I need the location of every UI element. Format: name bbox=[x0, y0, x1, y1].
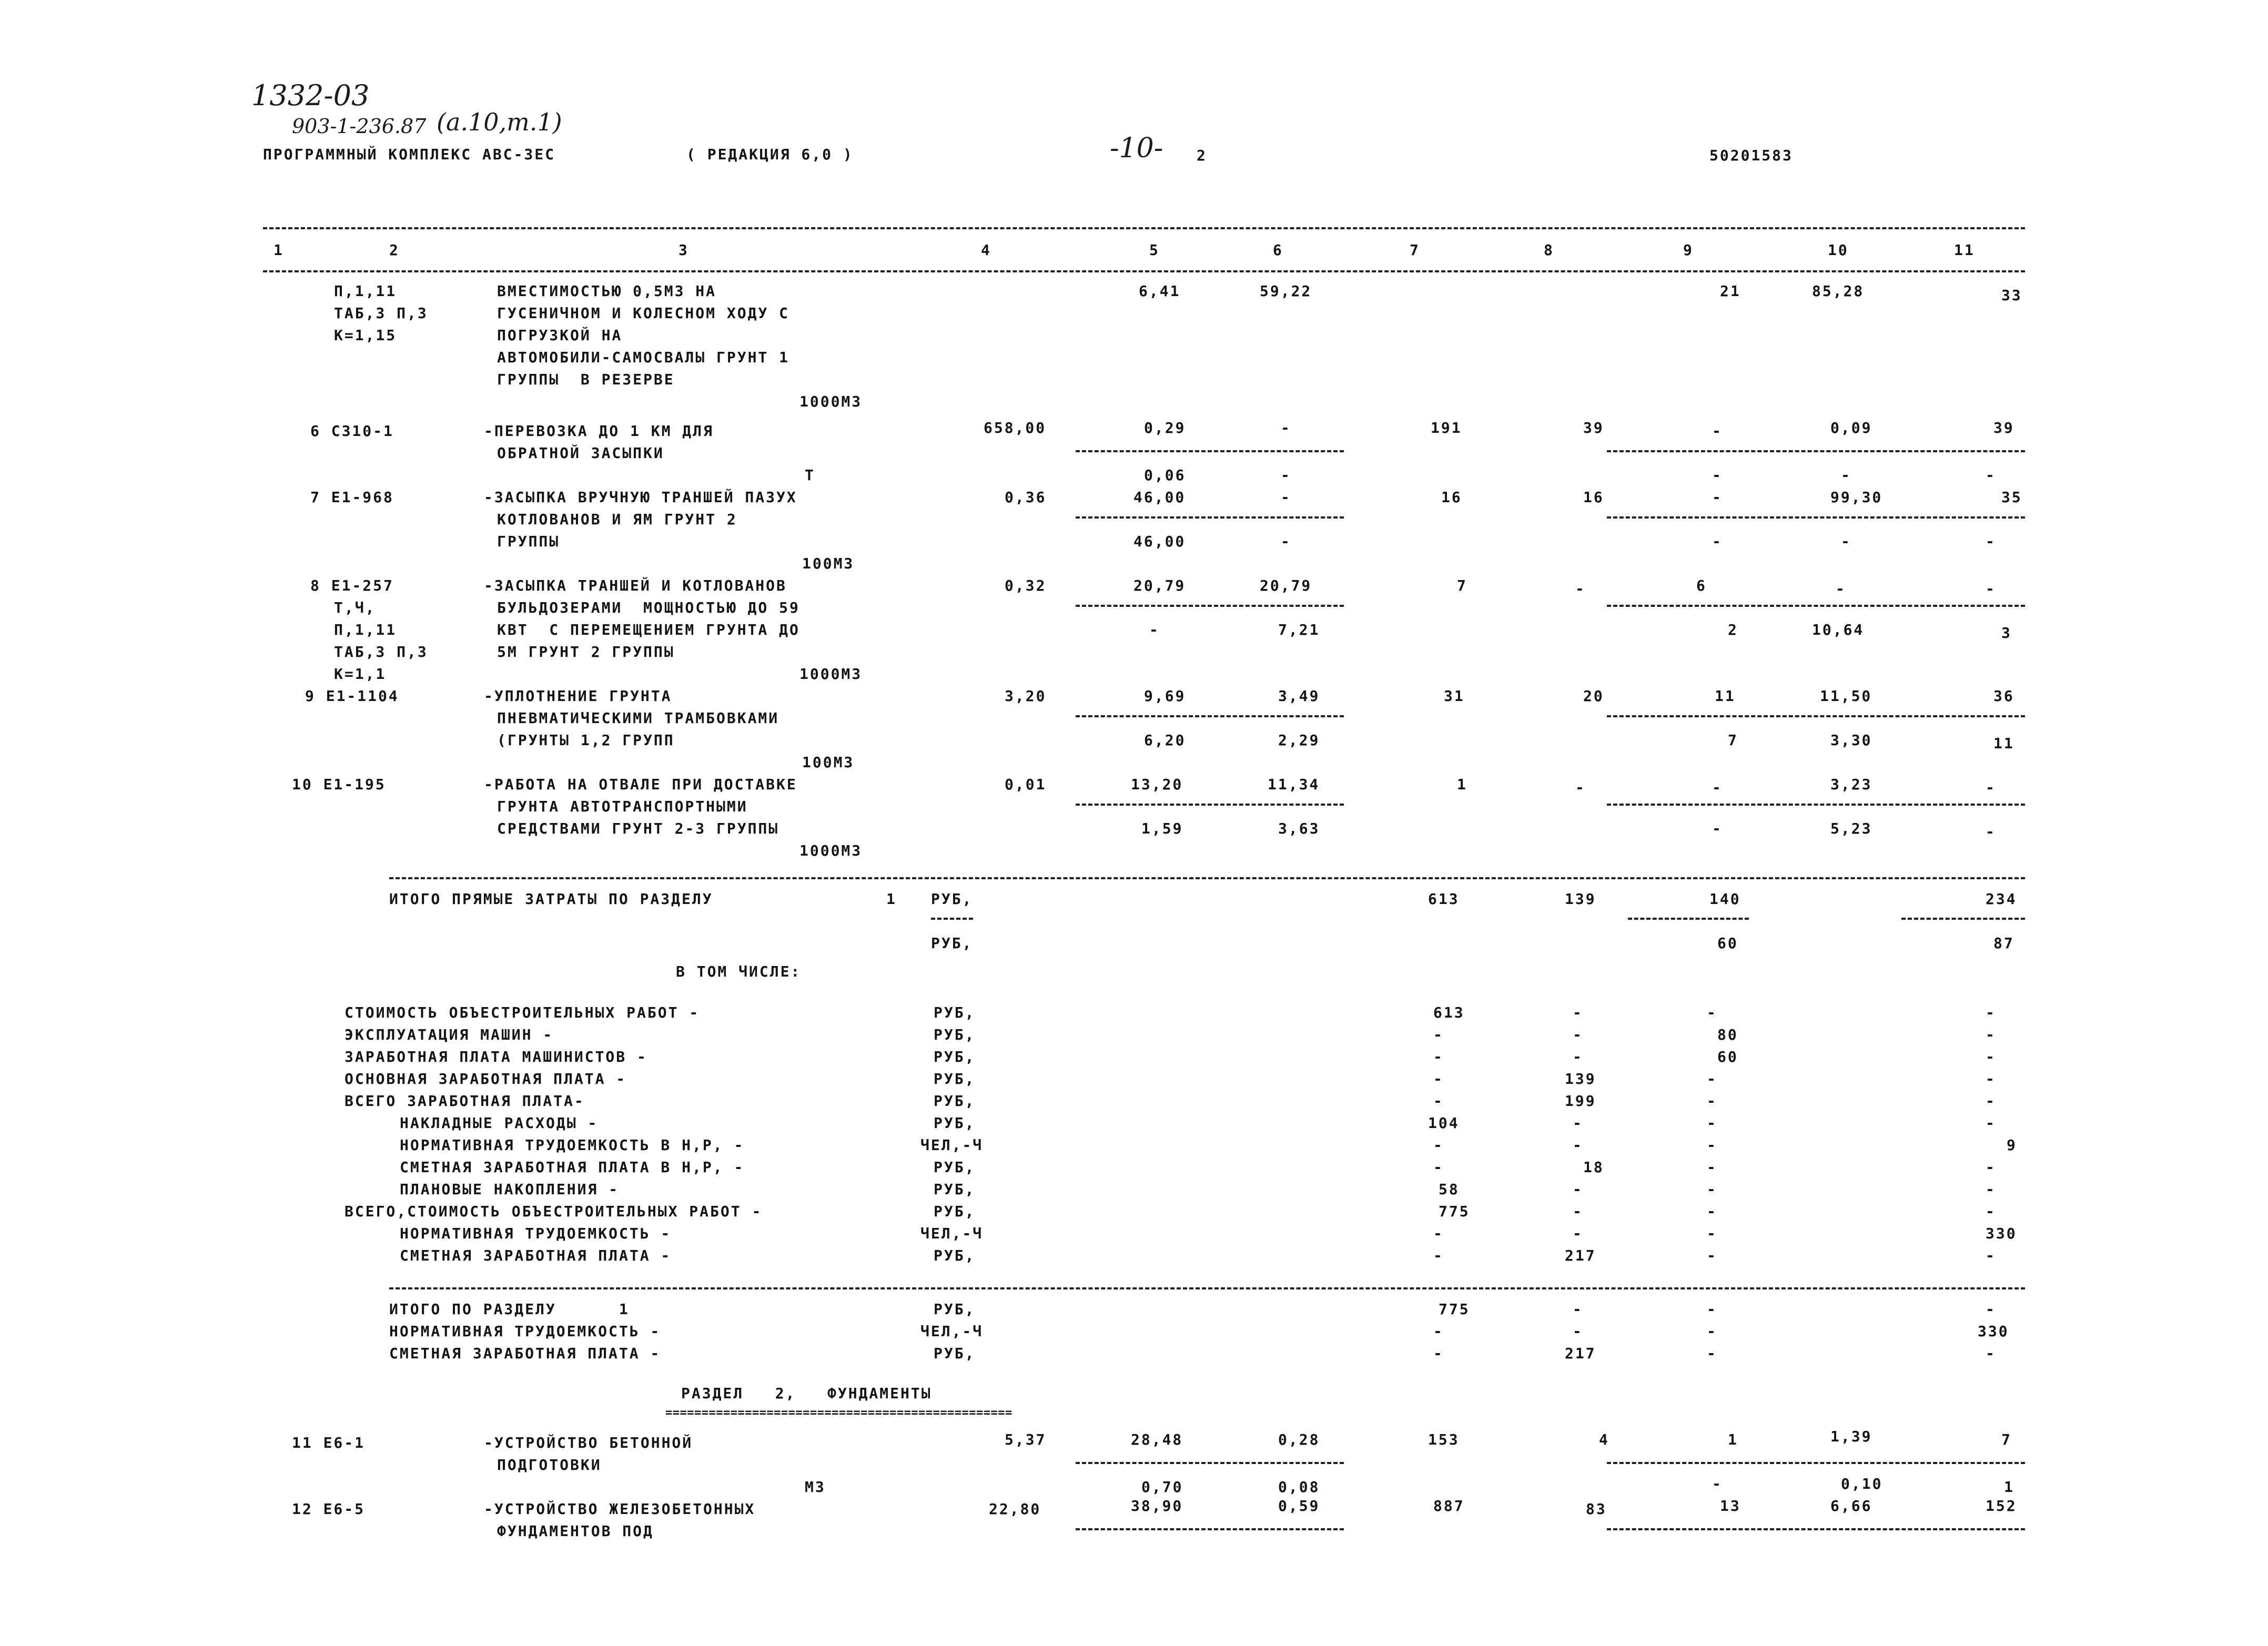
row-code: Т,Ч, bbox=[334, 599, 376, 616]
cell-c9-sub: - bbox=[1712, 466, 1723, 484]
subtotal-rule bbox=[1901, 918, 2025, 920]
cell-c5-sub: 46,00 bbox=[1133, 533, 1186, 550]
cell-c8: 4 bbox=[1599, 1431, 1609, 1448]
including-label: В ТОМ ЧИСЛЕ: bbox=[676, 963, 802, 980]
breakdown-c9: - bbox=[1707, 1114, 1717, 1132]
totals-c9-sub: 60 bbox=[1717, 934, 1738, 952]
rule-section-total bbox=[389, 1287, 2025, 1289]
row-code: 8 Е1-257 bbox=[310, 577, 394, 594]
breakdown-label: ЭКСПЛУАТАЦИЯ МАШИН - bbox=[345, 1026, 554, 1043]
subtotal-rule bbox=[1076, 516, 1344, 519]
col-header-2: 2 bbox=[389, 241, 400, 259]
row-code: П,1,11 bbox=[334, 621, 397, 638]
col-header-7: 7 bbox=[1410, 241, 1420, 259]
row-desc: 5М ГРУНТ 2 ГРУППЫ bbox=[497, 643, 675, 661]
breakdown-c9: - bbox=[1707, 1136, 1717, 1154]
cell-c6: - bbox=[1281, 489, 1291, 506]
breakdown-label: НОРМАТИВНАЯ ТРУДОЕМКОСТЬ - bbox=[400, 1225, 672, 1242]
breakdown-unit: РУБ, bbox=[934, 1004, 976, 1021]
breakdown-label: СТОИМОСТЬ ОБЪЕСТРОИТЕЛЬНЫХ РАБОТ - bbox=[345, 1004, 700, 1021]
breakdown-c8: - bbox=[1573, 1026, 1583, 1043]
breakdown-c9: - bbox=[1707, 1247, 1717, 1264]
section-total-label: НОРМАТИВНАЯ ТРУДОЕМКОСТЬ - bbox=[389, 1323, 661, 1340]
row-desc: ОБРАТНОЙ ЗАСЫПКИ bbox=[497, 444, 664, 462]
cell-c7: 16 bbox=[1441, 489, 1462, 506]
cell-c5-sub: 0,06 bbox=[1144, 466, 1186, 484]
breakdown-c8: 217 bbox=[1565, 1247, 1596, 1264]
row-desc: ГРУНТА АВТОТРАНСПОРТНЫМИ bbox=[497, 798, 748, 815]
breakdown-c9: - bbox=[1707, 1004, 1717, 1021]
cell-c8: 83 bbox=[1586, 1500, 1607, 1518]
cell-c8: 39 bbox=[1583, 419, 1604, 436]
cell-c11: 7 bbox=[2001, 1431, 2012, 1448]
handwritten-doc-code: 1332-03 bbox=[251, 79, 370, 112]
cell-c11-sub: - bbox=[1986, 466, 1996, 484]
section-total-unit: ЧЕЛ,-Ч bbox=[920, 1323, 984, 1340]
breakdown-c9: 80 bbox=[1717, 1026, 1738, 1043]
row-desc: ПОГРУЗКОЙ НА bbox=[497, 327, 623, 344]
cell-c6: 0,28 bbox=[1278, 1431, 1320, 1448]
breakdown-unit: ЧЕЛ,-Ч bbox=[920, 1136, 984, 1154]
breakdown-label: НАКЛАДНЫЕ РАСХОДЫ - bbox=[400, 1114, 599, 1132]
cell-c9: 1 bbox=[1728, 1431, 1738, 1448]
subtotal-rule bbox=[1076, 804, 1344, 806]
subtotal-rule bbox=[1076, 1528, 1344, 1530]
row-unit: 1000М3 bbox=[799, 665, 863, 683]
cell-c10-sub: 3,30 bbox=[1830, 731, 1872, 749]
breakdown-c8: - bbox=[1573, 1181, 1583, 1198]
cell-c7: 1 bbox=[1457, 776, 1467, 793]
cell-c11: 36 bbox=[1993, 687, 2014, 705]
row-code: ТАБ,3 П,3 bbox=[334, 304, 428, 322]
edition: ( РЕДАКЦИЯ 6,0 ) bbox=[686, 146, 854, 163]
section-total-c9: - bbox=[1707, 1323, 1717, 1340]
breakdown-c7: - bbox=[1433, 1159, 1444, 1176]
cell-c10: 3,23 bbox=[1830, 776, 1872, 793]
cell-c5-sub: 0,70 bbox=[1141, 1478, 1183, 1496]
section2-title: РАЗДЕЛ 2, ФУНДАМЕНТЫ bbox=[681, 1385, 932, 1402]
breakdown-label: НОРМАТИВНАЯ ТРУДОЕМКОСТЬ В Н,Р, - bbox=[400, 1136, 745, 1154]
cell-c10: 0,09 bbox=[1830, 419, 1872, 436]
handwritten-project-code: 903-1-236.87 bbox=[292, 115, 427, 138]
row-code: 12 Е6-5 bbox=[292, 1500, 366, 1518]
col-header-5: 5 bbox=[1149, 241, 1160, 259]
breakdown-c11: - bbox=[1986, 1048, 1996, 1065]
row-desc: -УПЛОТНЕНИЕ ГРУНТА bbox=[484, 687, 672, 705]
breakdown-c9: - bbox=[1707, 1203, 1717, 1220]
cell-c11: 33 bbox=[2001, 287, 2022, 304]
cell-c6: 11,34 bbox=[1268, 776, 1320, 793]
cell-c11-sub: - bbox=[1986, 823, 1996, 840]
breakdown-c11: - bbox=[1986, 1026, 1996, 1043]
rule-top bbox=[263, 227, 2025, 229]
row-code: 11 Е6-1 bbox=[292, 1434, 366, 1451]
handwritten-page-number: -10- bbox=[1110, 133, 1163, 164]
cell-c10: 6,66 bbox=[1830, 1497, 1872, 1515]
section-total-label: ИТОГО ПО РАЗДЕЛУ 1 bbox=[389, 1300, 630, 1318]
row-desc: -УСТРОЙСТВО БЕТОННОЙ bbox=[484, 1434, 693, 1451]
row-desc: АВТОМОБИЛИ-САМОСВАЛЫ ГРУНТ 1 bbox=[497, 349, 790, 366]
cell-c4: 658,00 bbox=[984, 419, 1047, 436]
cell-c10-sub: 5,23 bbox=[1830, 820, 1872, 837]
cell-c5: 0,29 bbox=[1144, 419, 1186, 436]
totals-unit: РУБ, bbox=[931, 890, 973, 908]
breakdown-c8: - bbox=[1573, 1114, 1583, 1132]
cell-c4: 5,37 bbox=[1005, 1431, 1047, 1448]
row-desc: СРЕДСТВАМИ ГРУНТ 2-3 ГРУППЫ bbox=[497, 820, 779, 837]
row-desc: ПНЕВМАТИЧЕСКИМИ ТРАМБОВКАМИ bbox=[497, 709, 779, 727]
row-desc: -УСТРОЙСТВО ЖЕЛЕЗОБЕТОННЫХ bbox=[484, 1500, 756, 1518]
breakdown-unit: РУБ, bbox=[934, 1203, 976, 1220]
cell-c6: - bbox=[1281, 419, 1291, 436]
section-total-c8: 217 bbox=[1565, 1345, 1596, 1362]
cell-c10-sub: - bbox=[1841, 533, 1851, 550]
col-header-9: 9 bbox=[1683, 241, 1694, 259]
row-code: 9 Е1-1104 bbox=[305, 687, 399, 705]
breakdown-c9: - bbox=[1707, 1181, 1717, 1198]
breakdown-c11: - bbox=[1986, 1114, 1996, 1132]
row-code: 10 Е1-195 bbox=[292, 776, 386, 793]
doc-number: 50201583 bbox=[1709, 147, 1793, 164]
breakdown-c11: - bbox=[1986, 1203, 1996, 1220]
breakdown-c8: - bbox=[1573, 1136, 1583, 1154]
section-total-c7: - bbox=[1433, 1345, 1444, 1362]
cell-c10: 85,28 bbox=[1812, 282, 1865, 300]
subtotal-rule bbox=[1607, 516, 2025, 519]
cell-c9-sub: - bbox=[1712, 1475, 1723, 1492]
breakdown-c7: - bbox=[1433, 1092, 1444, 1110]
breakdown-unit: РУБ, bbox=[934, 1181, 976, 1198]
cell-c6-sub: - bbox=[1281, 533, 1291, 550]
breakdown-c7: - bbox=[1433, 1247, 1444, 1264]
totals-unit-2: РУБ, bbox=[931, 934, 973, 952]
cell-c4: 0,32 bbox=[1005, 577, 1047, 594]
cell-c10-sub: - bbox=[1841, 466, 1851, 484]
cell-c6-sub: 0,08 bbox=[1278, 1478, 1320, 1496]
cell-c11: - bbox=[1986, 580, 1996, 597]
row-code: К=1,15 bbox=[334, 327, 397, 344]
cell-c10: 99,30 bbox=[1830, 489, 1883, 506]
section-total-c7: - bbox=[1433, 1323, 1444, 1340]
cell-c7: 887 bbox=[1433, 1497, 1465, 1515]
col-header-3: 3 bbox=[679, 241, 689, 259]
breakdown-unit: РУБ, bbox=[934, 1247, 976, 1264]
cell-c6: 0,59 bbox=[1278, 1497, 1320, 1515]
row-desc: ФУНДАМЕНТОВ ПОД bbox=[497, 1522, 654, 1540]
cell-c7: 191 bbox=[1431, 419, 1462, 436]
section-total-c8: - bbox=[1573, 1300, 1583, 1318]
cell-c8: 16 bbox=[1583, 489, 1604, 506]
cell-c11: - bbox=[1986, 779, 1996, 796]
cell-c10-sub: 0,10 bbox=[1841, 1475, 1883, 1492]
cell-c4: 0,01 bbox=[1005, 776, 1047, 793]
cell-c5: 28,48 bbox=[1131, 1431, 1183, 1448]
section-total-c9: - bbox=[1707, 1300, 1717, 1318]
subtotal-rule bbox=[1607, 715, 2025, 717]
cell-c6: 3,49 bbox=[1278, 687, 1320, 705]
cell-c8: 20 bbox=[1583, 687, 1604, 705]
row-desc: ПОДГОТОВКИ bbox=[497, 1456, 602, 1474]
breakdown-c11: - bbox=[1986, 1092, 1996, 1110]
section2-underline: ================================================ bbox=[665, 1406, 1012, 1419]
row-unit: 100М3 bbox=[802, 754, 855, 771]
breakdown-c11: 9 bbox=[2007, 1136, 2017, 1154]
breakdown-c7: 104 bbox=[1428, 1114, 1460, 1132]
totals-label: ИТОГО ПРЯМЫЕ ЗАТРАТЫ ПО РАЗДЕЛУ bbox=[389, 890, 713, 908]
subtotal-rule bbox=[1628, 918, 1749, 920]
breakdown-unit: РУБ, bbox=[934, 1114, 976, 1132]
cell-c4: 3,20 bbox=[1005, 687, 1047, 705]
row-desc: -РАБОТА НА ОТВАЛЕ ПРИ ДОСТАВКЕ bbox=[484, 776, 797, 793]
cell-c8: - bbox=[1575, 580, 1586, 597]
breakdown-unit: РУБ, bbox=[934, 1070, 976, 1088]
breakdown-c8: - bbox=[1573, 1048, 1583, 1065]
breakdown-c11: - bbox=[1986, 1247, 1996, 1264]
section-total-c11: - bbox=[1986, 1345, 1996, 1362]
totals-c7: 613 bbox=[1428, 890, 1460, 908]
row-unit: 1000М3 bbox=[799, 842, 863, 859]
breakdown-unit: РУБ, bbox=[934, 1026, 976, 1043]
breakdown-c7: 58 bbox=[1439, 1181, 1460, 1198]
breakdown-c11: - bbox=[1986, 1004, 1996, 1021]
cell-c5-sub: 6,20 bbox=[1144, 731, 1186, 749]
breakdown-label: ОСНОВНАЯ ЗАРАБОТНАЯ ПЛАТА - bbox=[345, 1070, 627, 1088]
subtotal-rule bbox=[1607, 804, 2025, 806]
cell-c5: 13,20 bbox=[1131, 776, 1183, 793]
totals-c8: 139 bbox=[1565, 890, 1596, 908]
cell-c9: - bbox=[1712, 422, 1723, 440]
breakdown-c9: 60 bbox=[1717, 1048, 1738, 1065]
breakdown-unit: РУБ, bbox=[934, 1092, 976, 1110]
breakdown-label: ВСЕГО ЗАРАБОТНАЯ ПЛАТА- bbox=[345, 1092, 585, 1110]
breakdown-label: ВСЕГО,СТОИМОСТЬ ОБЪЕСТРОИТЕЛЬНЫХ РАБОТ - bbox=[345, 1203, 763, 1220]
breakdown-c7: - bbox=[1433, 1225, 1444, 1242]
breakdown-label: ЗАРАБОТНАЯ ПЛАТА МАШИНИСТОВ - bbox=[345, 1048, 647, 1065]
row-unit: Т bbox=[805, 466, 815, 484]
breakdown-c9: - bbox=[1707, 1070, 1717, 1088]
rule-header bbox=[263, 270, 2025, 272]
cell-c9-sub: 7 bbox=[1728, 731, 1738, 749]
col-header-11: 11 bbox=[1954, 241, 1975, 259]
breakdown-c7: 613 bbox=[1433, 1004, 1465, 1021]
subtotal-rule bbox=[1076, 450, 1344, 452]
subtotal-rule bbox=[1076, 605, 1344, 607]
breakdown-c7: - bbox=[1433, 1026, 1444, 1043]
cell-c11: 35 bbox=[2001, 489, 2022, 506]
cell-c5-sub: 1,59 bbox=[1141, 820, 1183, 837]
cell-c4: 0,36 bbox=[1005, 489, 1047, 506]
row-desc: ГРУППЫ В РЕЗЕРВЕ bbox=[497, 371, 675, 388]
cell-c6-sub: 2,29 bbox=[1278, 731, 1320, 749]
col-header-10: 10 bbox=[1828, 241, 1849, 259]
cell-c10: - bbox=[1836, 580, 1846, 597]
row-code: К=1,1 bbox=[334, 665, 387, 683]
program-name: ПРОГРАММНЫЙ КОМПЛЕКС АВС-ЗЕС bbox=[263, 146, 556, 163]
cell-c8: - bbox=[1575, 779, 1586, 796]
cell-c9: 11 bbox=[1715, 687, 1736, 705]
breakdown-c8: 18 bbox=[1583, 1159, 1604, 1176]
row-code: 7 Е1-968 bbox=[310, 489, 394, 506]
breakdown-c11: 330 bbox=[1986, 1225, 2017, 1242]
row-unit: М3 bbox=[805, 1478, 826, 1496]
breakdown-c7: - bbox=[1433, 1136, 1444, 1154]
cell-c7: 31 bbox=[1444, 687, 1465, 705]
section-total-unit: РУБ, bbox=[934, 1300, 976, 1318]
cell-c5: 6,41 bbox=[1139, 282, 1181, 300]
breakdown-label: ПЛАНОВЫЕ НАКОПЛЕНИЯ - bbox=[400, 1181, 620, 1198]
section-total-c11: 330 bbox=[1978, 1323, 2009, 1340]
subtotal-rule bbox=[1607, 1462, 2025, 1464]
cell-c9: - bbox=[1712, 779, 1723, 796]
cell-c6: 59,22 bbox=[1260, 282, 1312, 300]
section-total-label: СМЕТНАЯ ЗАРАБОТНАЯ ПЛАТА - bbox=[389, 1345, 661, 1362]
row-desc: -ПЕРЕВОЗКА ДО 1 КМ ДЛЯ bbox=[484, 422, 714, 440]
cell-c11-sub: - bbox=[1986, 533, 1996, 550]
section-total-c11: - bbox=[1986, 1300, 1996, 1318]
row-desc: КОТЛОВАНОВ И ЯМ ГРУНТ 2 bbox=[497, 511, 737, 528]
cell-c9: 6 bbox=[1696, 577, 1707, 594]
cell-c6-sub: 3,63 bbox=[1278, 820, 1320, 837]
subtotal-rule bbox=[1607, 1528, 2025, 1530]
breakdown-label: СМЕТНАЯ ЗАРАБОТНАЯ ПЛАТА В Н,Р, - bbox=[400, 1159, 745, 1176]
breakdown-c8: - bbox=[1573, 1225, 1583, 1242]
row-desc: КВТ С ПЕРЕМЕЩЕНИЕМ ГРУНТА ДО bbox=[497, 621, 800, 638]
breakdown-c9: - bbox=[1707, 1092, 1717, 1110]
row-code: П,1,11 bbox=[334, 282, 397, 300]
row-desc: ГРУППЫ bbox=[497, 533, 560, 550]
breakdown-c9: - bbox=[1707, 1225, 1717, 1242]
col-header-8: 8 bbox=[1544, 241, 1554, 259]
breakdown-c11: - bbox=[1986, 1070, 1996, 1088]
cell-c9-sub: 2 bbox=[1728, 621, 1738, 638]
cell-c9-sub: - bbox=[1712, 820, 1723, 837]
subtotal-rule bbox=[1607, 605, 2025, 607]
row-code: 6 С310-1 bbox=[310, 422, 394, 440]
col-header-6: 6 bbox=[1273, 241, 1283, 259]
handwritten-project-note: (а.10,т.1) bbox=[437, 108, 562, 136]
cell-c9: 21 bbox=[1720, 282, 1741, 300]
page-suffix: 2 bbox=[1197, 147, 1207, 164]
totals-section-no: 1 bbox=[886, 890, 897, 908]
breakdown-c8: 139 bbox=[1565, 1070, 1596, 1088]
row-desc: -ЗАСЫПКА ТРАНШЕЙ И КОТЛОВАНОВ bbox=[484, 577, 787, 594]
breakdown-c8: 199 bbox=[1565, 1092, 1596, 1110]
cell-c5: 9,69 bbox=[1144, 687, 1186, 705]
cell-c5: 20,79 bbox=[1133, 577, 1186, 594]
section-total-c7: 775 bbox=[1439, 1300, 1470, 1318]
section-total-unit: РУБ, bbox=[934, 1345, 976, 1362]
row-desc: ВМЕСТИМОСТЬЮ 0,5М3 НА bbox=[497, 282, 717, 300]
cell-c11-sub: 11 bbox=[1993, 735, 2014, 752]
cell-c4: 22,80 bbox=[989, 1500, 1041, 1518]
totals-c11: 234 bbox=[1986, 890, 2017, 908]
row-desc: -ЗАСЫПКА ВРУЧНУЮ ТРАНШЕЙ ПАЗУХ bbox=[484, 489, 797, 506]
totals-c9: 140 bbox=[1709, 890, 1741, 908]
rule-totals bbox=[389, 877, 2025, 879]
cell-c5-sub: - bbox=[1149, 621, 1160, 638]
breakdown-c7: 775 bbox=[1439, 1203, 1470, 1220]
cell-c5: 38,90 bbox=[1131, 1497, 1183, 1515]
section-total-c9: - bbox=[1707, 1345, 1717, 1362]
breakdown-c8: - bbox=[1573, 1004, 1583, 1021]
row-code: ТАБ,3 П,3 bbox=[334, 643, 428, 661]
cell-c11-sub: 1 bbox=[2004, 1478, 2014, 1496]
row-unit: 100М3 bbox=[802, 555, 855, 572]
row-desc: (ГРУНТЫ 1,2 ГРУПП bbox=[497, 731, 675, 749]
breakdown-c11: - bbox=[1986, 1181, 1996, 1198]
col-header-4: 4 bbox=[981, 241, 991, 259]
cell-c5: 46,00 bbox=[1133, 489, 1186, 506]
subtotal-rule bbox=[1076, 715, 1344, 717]
breakdown-label: СМЕТНАЯ ЗАРАБОТНАЯ ПЛАТА - bbox=[400, 1247, 672, 1264]
breakdown-unit: РУБ, bbox=[934, 1048, 976, 1065]
breakdown-c9: - bbox=[1707, 1159, 1717, 1176]
cell-c11: 39 bbox=[1993, 419, 2014, 436]
col-header-1: 1 bbox=[274, 241, 284, 259]
row-desc: БУЛЬДОЗЕРАМИ МОЩНОСТЬЮ ДО 59 bbox=[497, 599, 800, 616]
cell-c10: 11,50 bbox=[1820, 687, 1872, 705]
breakdown-unit: РУБ, bbox=[934, 1159, 976, 1176]
cell-c10-sub: 10,64 bbox=[1812, 621, 1865, 638]
cell-c11: 152 bbox=[1986, 1497, 2017, 1515]
cell-c7: 7 bbox=[1457, 577, 1467, 594]
row-desc: ГУСЕНИЧНОМ И КОЛЕСНОМ ХОДУ С bbox=[497, 304, 790, 322]
cell-c6: 20,79 bbox=[1260, 577, 1312, 594]
totals-c11-sub: 87 bbox=[1993, 934, 2014, 952]
cell-c11-sub: 3 bbox=[2001, 624, 2012, 642]
cell-c10: 1,39 bbox=[1830, 1428, 1872, 1445]
breakdown-c11: - bbox=[1986, 1159, 1996, 1176]
subtotal-rule bbox=[931, 918, 973, 920]
cell-c9: - bbox=[1712, 489, 1723, 506]
subtotal-rule bbox=[1607, 450, 2025, 452]
breakdown-unit: ЧЕЛ,-Ч bbox=[920, 1225, 984, 1242]
cell-c9: 13 bbox=[1720, 1497, 1741, 1515]
breakdown-c8: - bbox=[1573, 1203, 1583, 1220]
cell-c7: 153 bbox=[1428, 1431, 1460, 1448]
subtotal-rule bbox=[1076, 1462, 1344, 1464]
breakdown-c7: - bbox=[1433, 1070, 1444, 1088]
cell-c6-sub: - bbox=[1281, 466, 1291, 484]
cell-c9-sub: - bbox=[1712, 533, 1723, 550]
row-unit: 1000М3 bbox=[799, 393, 863, 410]
section-total-c8: - bbox=[1573, 1323, 1583, 1340]
breakdown-c7: - bbox=[1433, 1048, 1444, 1065]
cell-c6-sub: 7,21 bbox=[1278, 621, 1320, 638]
